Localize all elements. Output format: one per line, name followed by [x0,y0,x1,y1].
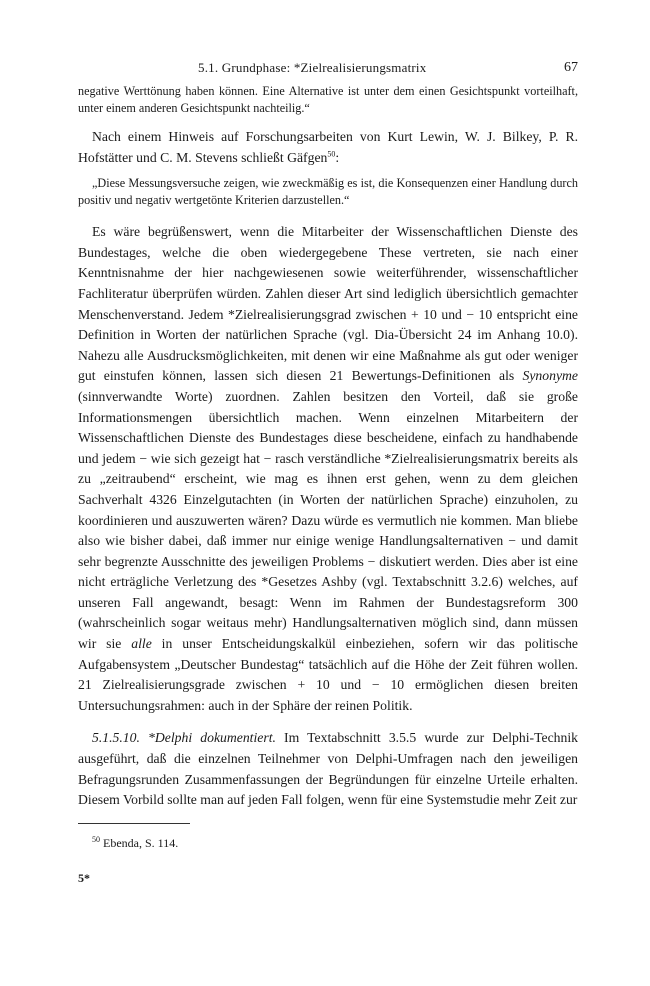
intro-tail: : [335,149,340,165]
delphi-paragraph-text: Im Textabschnitt 3.5.5 wurde zur Delphi-Technik ausgeführt, daß die einzelnen Teilnehmer von Delphi-Umfragen nach den jeweiligen Befragungsrunden Zusammenfassungen der Begründungen für einzelne Urteile erhalten. Diesem Vorbild sollte man auf jeden Fall folgen, wenn für eine Systemstudie mehr Zeit zur [78,730,578,808]
footnote-reference[interactable]: 50 [327,149,336,159]
main-paragraph-part3: in unser Entscheidungskalkül einbeziehen, sofern wir das politische Aufgabensystem „Deutscher Bundestag“ tatsächlich auf die Höhe der Zeit führen wollen. 21 Zielrealisierungsgrade zwischen + 10 und − 10 ermöglichen diesen breiten Untersuchungsrahmen: auch in der Sphäre der reinen Politik. [78,636,578,713]
main-paragraph-part2: (sinnverwandte Worte) zuordnen. Zahlen besitzen den Vorteil, daß sie große Informationsmengen übersichtlich machen. Wenn einzelnen Mitarbeitern der Wissenschaftlichen Dienste des Bundestages diese bescheidene, einfach zu handhabende und jedem − wie sich gezeigt hat − rasch verständliche *Zielrealisierungsmatrix bereits als zu „zeitraubend“ erscheint, wie mag es ihnen erst gehen, wenn zu dem gleichen Sachverhalt 4326 Einzelgutachten (in Worten der natürlichen Sprache) einzuholen, zu koordinieren und auszuwerten wären? Dazu würde es vermutlich nie kommen. Man bliebe also wie bisher dabei, daß immer nur einige wenige Handlungsalternativen − und damit sehr begrenzte Ausschnitte des jeweiligen Problems − diskutiert werden. Dies aber ist eine nicht erträgliche Verletzung des *Gesetzes Ashby (vgl. Textabschnitt 3.2.6) welches, auf unseren Fall angewandt, besagt: Wenn im Rahmen der Bundestagsreform 300 (wahrscheinlich sogar weitaus mehr) Handlungsalternativen möglich sind, dann müssen wir sie [78,388,578,652]
intro-text: Nach einem Hinweis auf Forschungsarbeiten von Kurt Lewin, W. J. Bilkey, P. R. Hofstätter und C. M. Stevens schließt Gäfgen [78,129,578,165]
book-page [78,60,578,886]
footnote-text: Ebenda, S. 114. [100,835,179,850]
main-paragraph [78,222,578,716]
quote-continuation: negative Werttönung haben können. Eine Alternative ist unter dem einen Gesichtspunkt vorteilhaft, unter einem anderen Gesichtspunkt nachteilig.“ [78,84,578,115]
page-number: 67 [564,60,578,75]
delphi-section-heading: 5.1.5.10. *Delphi dokumentiert. [92,730,276,746]
alle-emphasis: alle [131,636,152,652]
delphi-paragraph [78,728,578,810]
running-head [78,60,578,80]
footnote [78,836,578,851]
running-head-title: 5.1. Grundphase: *Zielrealisierungsmatrix [198,60,427,75]
footnote-divider [78,823,190,824]
footnote-number: 50 [92,834,100,844]
block-quote: „Diese Messungsversuche zeigen, wie zweckmäßig es ist, die Konsequenzen einer Handlung durch positiv und negativ wertgetönte Kriterien darzustellen.“ [78,176,578,208]
signature-mark: 5* [78,870,90,885]
synonyme-emphasis: Synonyme [522,368,578,384]
main-paragraph-part1: Es wäre begrüßenswert, wenn die Mitarbeiter der Wissenschaftlichen Dienste des Bundestages, welche die oben wiedergegebene These vertreten, sie nach einer Kenntnisnahme der hier nachgewiesenen sowie weiterführender, wissenschaftlicher Fachliteratur überprüfen würden. Zahlen dieser Art sind lediglich übersichtlich gemachter Menschenverstand. Jedem *Zielrealisierungsgrad zwischen + 10 und − 10 entspricht eine Definition in Worten der natürlichen Sprache (vgl. Dia-Übersicht 24 im Anhang 10.0). Nahezu alle Ausdrucksmöglichkeiten, mit denen wir eine Maßnahme als gut oder weniger gut einstufen können, lassen sich diesen 21 Bewertungs-Definitionen als [78,224,578,384]
intro-paragraph [78,127,578,168]
